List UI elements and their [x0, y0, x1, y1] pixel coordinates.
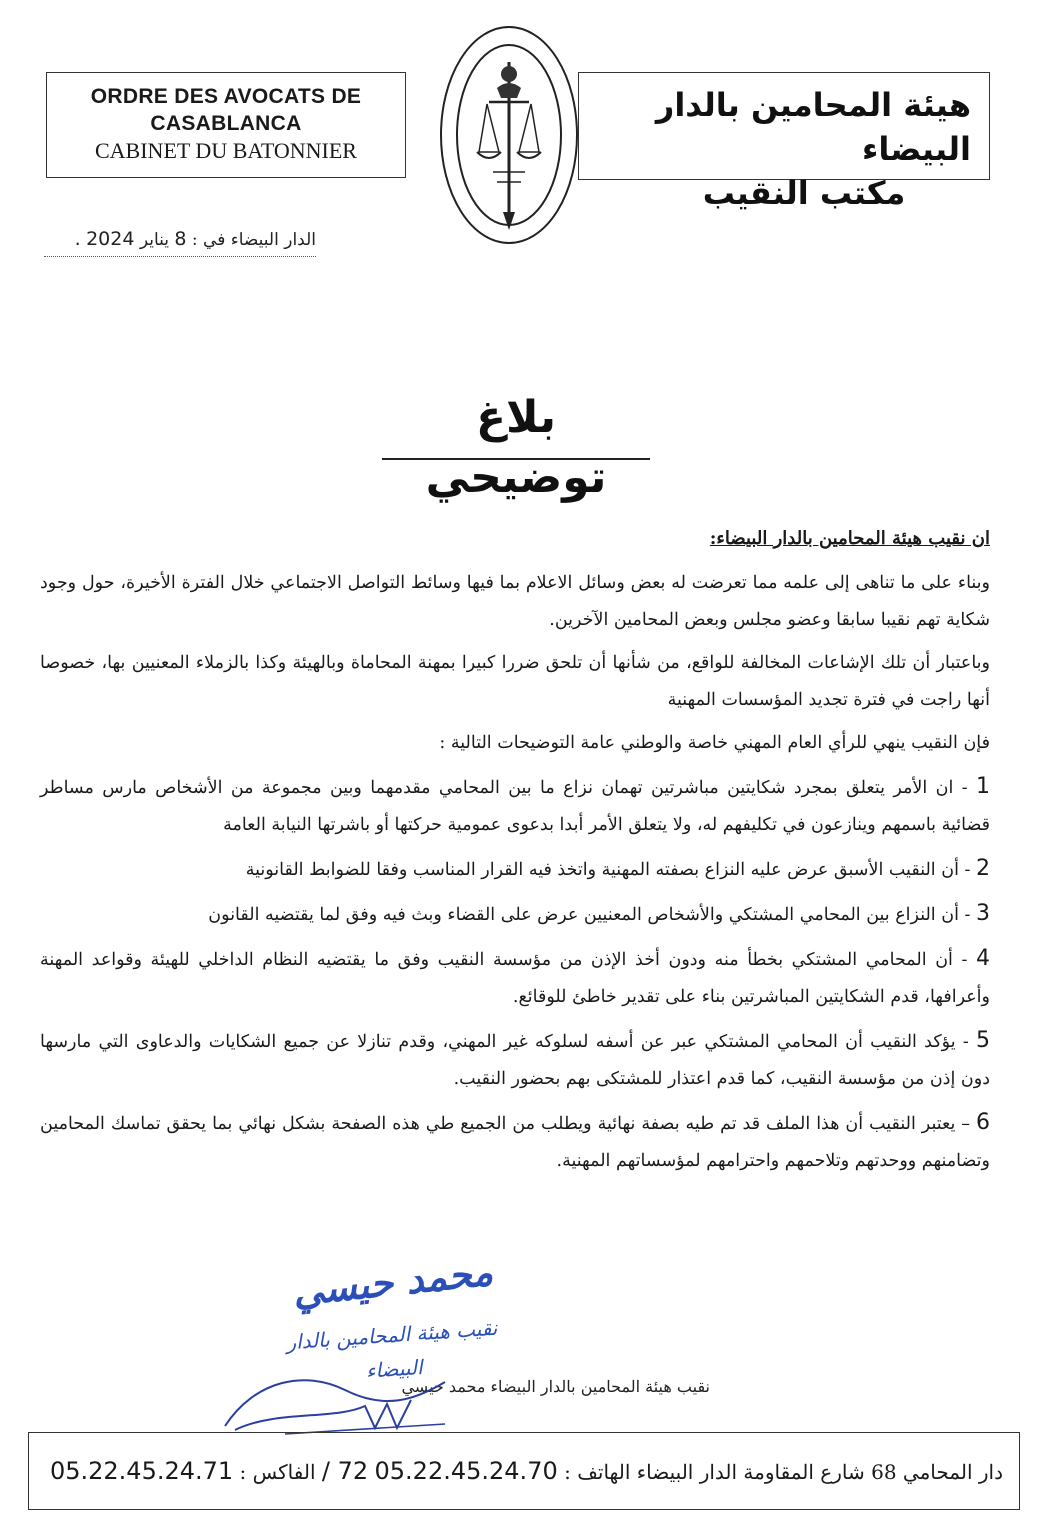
- footer-contact: [28, 1432, 1020, 1510]
- office-name: CABINET DU BATONNIER: [95, 138, 357, 163]
- office-name-arabic: مكتب النقيب: [702, 174, 906, 212]
- item-number: 1: [976, 774, 990, 799]
- footer-fax: 05.22.45.24.71: [49, 1457, 234, 1485]
- bar-association-seal-icon: [437, 22, 581, 248]
- item-number: 6: [975, 1110, 990, 1135]
- item-number: 4: [976, 946, 990, 971]
- document-body: [40, 520, 990, 1186]
- item-text: أن النقيب الأسبق عرض عليه النزاع بصفته المهنية واتخذ فيه القرار المناسب وفقا للضوابط القانونية: [245, 860, 959, 880]
- list-item: 3 - أن النزاع بين المحامي المشتكي والأشخاص المعنيين عرض على القضاء وبث فيه وفق لما يقتضيه القانون: [208, 901, 990, 926]
- footer-fax-label: الفاكس :: [239, 1460, 316, 1484]
- handwritten-signature-icon: [215, 1360, 455, 1440]
- item-number: 3: [976, 901, 990, 926]
- paragraph-2: وباعتبار أن تلك الإشاعات المخالفة للواقع، من شأنها أن تلحق ضررا كبيرا بمهنة المحاماة وبالهيئة وكذا بالزملاء المعنيين بها، خصوصا أنها راجت في فترة تجديد المؤسسات المهنية: [40, 653, 990, 710]
- list-item: 5 - يؤكد النقيب أن المحامي المشتكي عبر عن أسفه لسلوكه غير المهني، وقدم تنازلا عن جميع الشكايات والدعاوى التي مارسها دون إذن من مؤسسة النقيب، كما قدم اعتذار للمشتكى بهم بحضور النقيب.: [40, 1028, 990, 1089]
- list-item: 1 - ان الأمر يتعلق بمجرد شكايتين مباشرتين تهمان نزاع ما بين المحامي مقدمهما وبين مجموعة من الأشخاص مارس مساطر قضائية باسمهم وينازعون في تكليفهم له، ولا يتعلق الأمر أبدا بدعوى عمومية حركتها أو باشرتها النيابة العامة: [40, 774, 990, 835]
- list-item: 2 - أن النقيب الأسبق عرض عليه النزاع بصفته المهنية واتخذ فيه القرار المناسب وفقا للضوابط القانونية: [245, 856, 990, 881]
- item-text: أن النزاع بين المحامي المشتكي والأشخاص المعنيين عرض على القضاء وبث فيه وفق لما يقتضيه القانون: [208, 905, 959, 925]
- list-item: 6 – يعتبر النقيب أن هذا الملف قد تم طيه بصفة نهائية ويطلب من الجميع طي هذه الصفحة بشكل نهائي بما يحقق تماسك المحامين وتضامنهم ووحدتهم وتلاحمهم واحترامهم لمؤسساتهم المهنية.: [40, 1110, 990, 1171]
- date-prefix: الدار البيضاء في :: [191, 230, 316, 250]
- org-name-line2: CASABLANCA: [150, 112, 302, 135]
- date-month: يناير: [139, 230, 170, 250]
- stamp-name: محمد حيسي: [290, 1249, 495, 1315]
- item-text: يؤكد النقيب أن المحامي المشتكي عبر عن أسفه لسلوكه غير المهني، وقدم تنازلا عن جميع الشكايات والدعاوى التي مارسها دون إذن من مؤسسة النقيب، كما قدم اعتذار للمشتكى بهم بحضور النقيب.: [40, 1032, 990, 1089]
- intro-line: ان نقيب هيئة المحامين بالدار البيضاء:: [709, 528, 990, 549]
- list-item: 4 - أن المحامي المشتكي بخطأ منه ودون أخذ الإذن من مؤسسة النقيب وفق ما يقتضيه النظام الداخلي للهيئة وقواعد المهنة وأعرافها، قدم الشكايتين المباشرتين بناء على تقدير خاطئ للوقائع.: [40, 946, 990, 1007]
- org-name-arabic: هيئة المحامين بالدار البيضاء: [655, 86, 971, 168]
- org-name-line1: ORDRE DES AVOCATS DE: [90, 85, 362, 108]
- item-text: يعتبر النقيب أن هذا الملف قد تم طيه بصفة نهائية ويطلب من الجميع طي هذه الصفحة بشكل نهائي بما يحقق تماسك المحامين وتضامنهم ووحدتهم وتلاحمهم واحترامهم لمؤسساتهم المهنية.: [40, 1114, 990, 1171]
- item-text: أن المحامي المشتكي بخطأ منه ودون أخذ الإذن من مؤسسة النقيب وفق ما يقتضيه النظام الداخلي للهيئة وقواعد المهنة وأعرافها، قدم الشكايتين المباشرتين بناء على تقدير خاطئ للوقائع.: [40, 950, 990, 1007]
- item-text: ان الأمر يتعلق بمجرد شكايتين مباشرتين تهمان نزاع ما بين المحامي مقدمهما وبين مجموعة من الأشخاص مارس مساطر قضائية باسمهم وينازعون في تكليفهم له، ولا يتعلق الأمر أبدا بدعوى عمومية حركتها أو باشرتها النيابة العامة: [40, 778, 990, 835]
- paragraph-3: فإن النقيب ينهي للرأي العام المهني خاصة والوطني عامة التوضيحات التالية :: [439, 733, 990, 753]
- document-title: بلاغ توضيحي: [382, 388, 650, 460]
- signatory-line: نقيب هيئة المحامين بالدار البيضاء محمد حيسي: [401, 1377, 710, 1396]
- date-day: 8: [174, 228, 187, 250]
- document-date: الدار البيضاء في : 8 يناير 2024 .: [44, 226, 316, 257]
- footer-phone: 05.22.45.24.70: [374, 1457, 558, 1485]
- stamp-title: نقيب هيئة المحامين بالدار البيضاء: [285, 1315, 499, 1383]
- letterhead-french: [46, 72, 406, 178]
- date-year: 2024: [86, 228, 135, 250]
- item-number: 2: [976, 856, 990, 881]
- footer-address: دار المحامي 68 شارع المقاومة الدار البيضاء الهاتف :: [564, 1460, 1003, 1484]
- paragraph-1: وبناء على ما تناهى إلى علمه مما تعرضت له بعض وسائل الاعلام بما فيها وسائط التواصل الاجتماعي خلال الفترة الأخيرة، حول وجود شكاية تهم نقيبا سابقا وعضو مجلس وبعض المحامين الآخرين.: [40, 573, 990, 630]
- footer-phone-ext: 72 /: [321, 1457, 369, 1485]
- item-number: 5: [976, 1028, 990, 1053]
- letterhead-arabic: [578, 72, 990, 212]
